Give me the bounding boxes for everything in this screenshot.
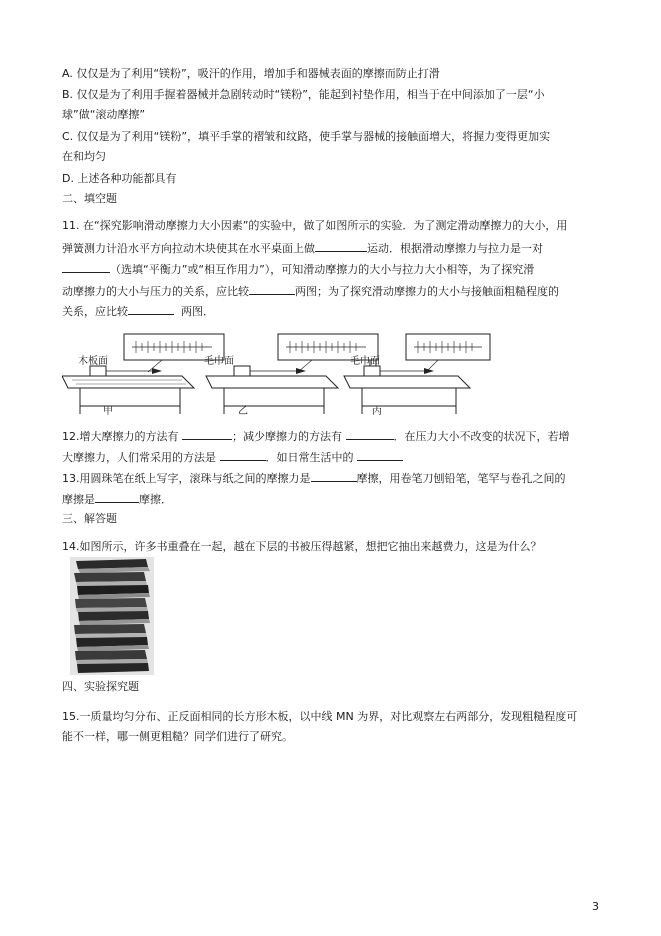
q13-line2 [62,491,172,507]
figure-surface-label-2: 毛巾面 [204,356,234,367]
figure-surface-label-3: 毛巾面 [350,356,380,367]
q12-blank-1[interactable] [182,428,232,440]
figure-caption-bing: 丙 [372,406,382,417]
option-c-line1: C. 仅仅是为了利用“镁粉”，填平手掌的褶皱和纹路，使手掌与器械的接触面增大，将握力变得更加实 [62,130,551,143]
q11-line2 [62,240,543,256]
option-a: A. 仅仅是为了利用“镁粉”，吸汗的作用，增加手和器械表面的摩擦而防止打滑 [62,67,440,80]
q12-line1-text-a: 12.增大摩擦力的方法有 [62,430,179,443]
q11-line4-text-a: 动摩擦力的大小与压力的关系，应比较 [62,285,249,298]
friction-experiment-figure [62,330,492,418]
wood-block-1 [90,366,106,376]
q12-blank-3[interactable] [220,449,266,461]
q11-blank-2[interactable] [62,261,110,273]
section-fill-heading: 二、填空题 [62,192,117,205]
q15-line2: 能不一样，哪一侧更粗糙？同学们进行了研究。 [62,730,293,743]
section-answer-heading: 三、解答题 [62,512,117,525]
option-d: D. 上述各种功能都具有 [62,172,177,185]
q13-blank-1[interactable] [311,470,357,482]
q11-line2-text-a: 弹簧测力计沿水平方向拉动木块使其在水平桌面上做 [62,242,315,255]
page-number: 3 [592,900,599,913]
experiment-panel-yi [206,334,378,414]
q11-blank-1[interactable] [315,240,367,252]
q11-blank-4[interactable] [128,303,174,315]
option-b-line2: 球”做“滚动摩擦” [62,108,146,121]
q12-line2-text-a: 大摩擦力，人们常采用的方法是 [62,451,216,464]
experiment-panel-jia [62,334,224,414]
q12-line1-text-c: ．在压力大小不改变的状况下，若增 [393,430,570,443]
section-experiment-heading: 四、实验探究题 [62,680,139,693]
q11-line4 [62,283,559,299]
q12-line2 [62,449,403,465]
wood-block-3 [364,366,380,376]
q11-line5-text-b: 两图． [181,305,214,318]
figure-caption-jia: 甲 [103,406,113,417]
q13-line1-text-a: 13.用圆珠笔在纸上写字，滚珠与纸之间的摩擦力是 [62,472,311,485]
q13-blank-2[interactable] [95,491,139,503]
q11-line4-text-b: 两图；为了探究滑动摩擦力的大小与接触面粗糙程度的 [295,285,559,298]
q12-line1 [62,428,570,444]
figure-caption-yi: 乙 [238,406,248,417]
book-stack-image [70,557,154,675]
figure-surface-label-1: 木板面 [78,356,108,367]
q13-line2-text-b: 摩擦． [139,493,172,506]
q13-line1-text-b: 摩擦，用卷笔刀刨铅笔，笔罕与卷孔之间的 [356,472,566,485]
option-b-line1: B. 仅仅是为了利用手握着器械并急剧转动时“镁粉”，能起到衬垫作用，相当于在中间添加了一层“小 [62,88,545,101]
q13-line2-text-a: 摩擦是 [62,493,95,506]
q12-blank-4[interactable] [357,449,403,461]
q14-line1: 14.如图所示，许多书重叠在一起，越在下层的书被压得越紧，想把它抽出来越费力，这是为什么？ [62,540,542,553]
q11-line5 [62,303,214,319]
q12-line1-text-b: ；减少摩擦力的方法有 [232,430,342,443]
q11-line3-text-a: （选填“平衡力”或“相互作用力”），可知滑动摩擦力的大小与拉力大小相等，为了探究滑 [110,263,535,276]
q13-line1 [62,470,566,486]
q11-blank-3[interactable] [249,283,295,295]
wood-block-2 [234,366,250,376]
q12-line2-text-b: ．如日常生活中的 [265,451,354,464]
book-stack [74,559,150,673]
option-c-line2: 在和均匀 [62,150,106,163]
q11-line2-text-b: 运动．根据滑动摩擦力与拉力是一对 [367,242,543,255]
q11-line1: 11. 在“探究影响滑动摩擦力大小因素”的实验中，做了如图所示的实验．为了测定滑动摩擦力的大小，用 [62,219,568,232]
table-1 [62,376,194,388]
table-2 [206,376,338,388]
q15-line1: 15.一质量均匀分布、正反面相同的长方形木板，以中线 MN 为界，对比观察左右两部分，发现粗糙程度可 [62,710,578,723]
q11-line5-text-a: 关系，应比较 [62,305,128,318]
q12-blank-2[interactable] [346,428,394,440]
q11-line3 [62,261,534,277]
table-3 [344,376,470,388]
